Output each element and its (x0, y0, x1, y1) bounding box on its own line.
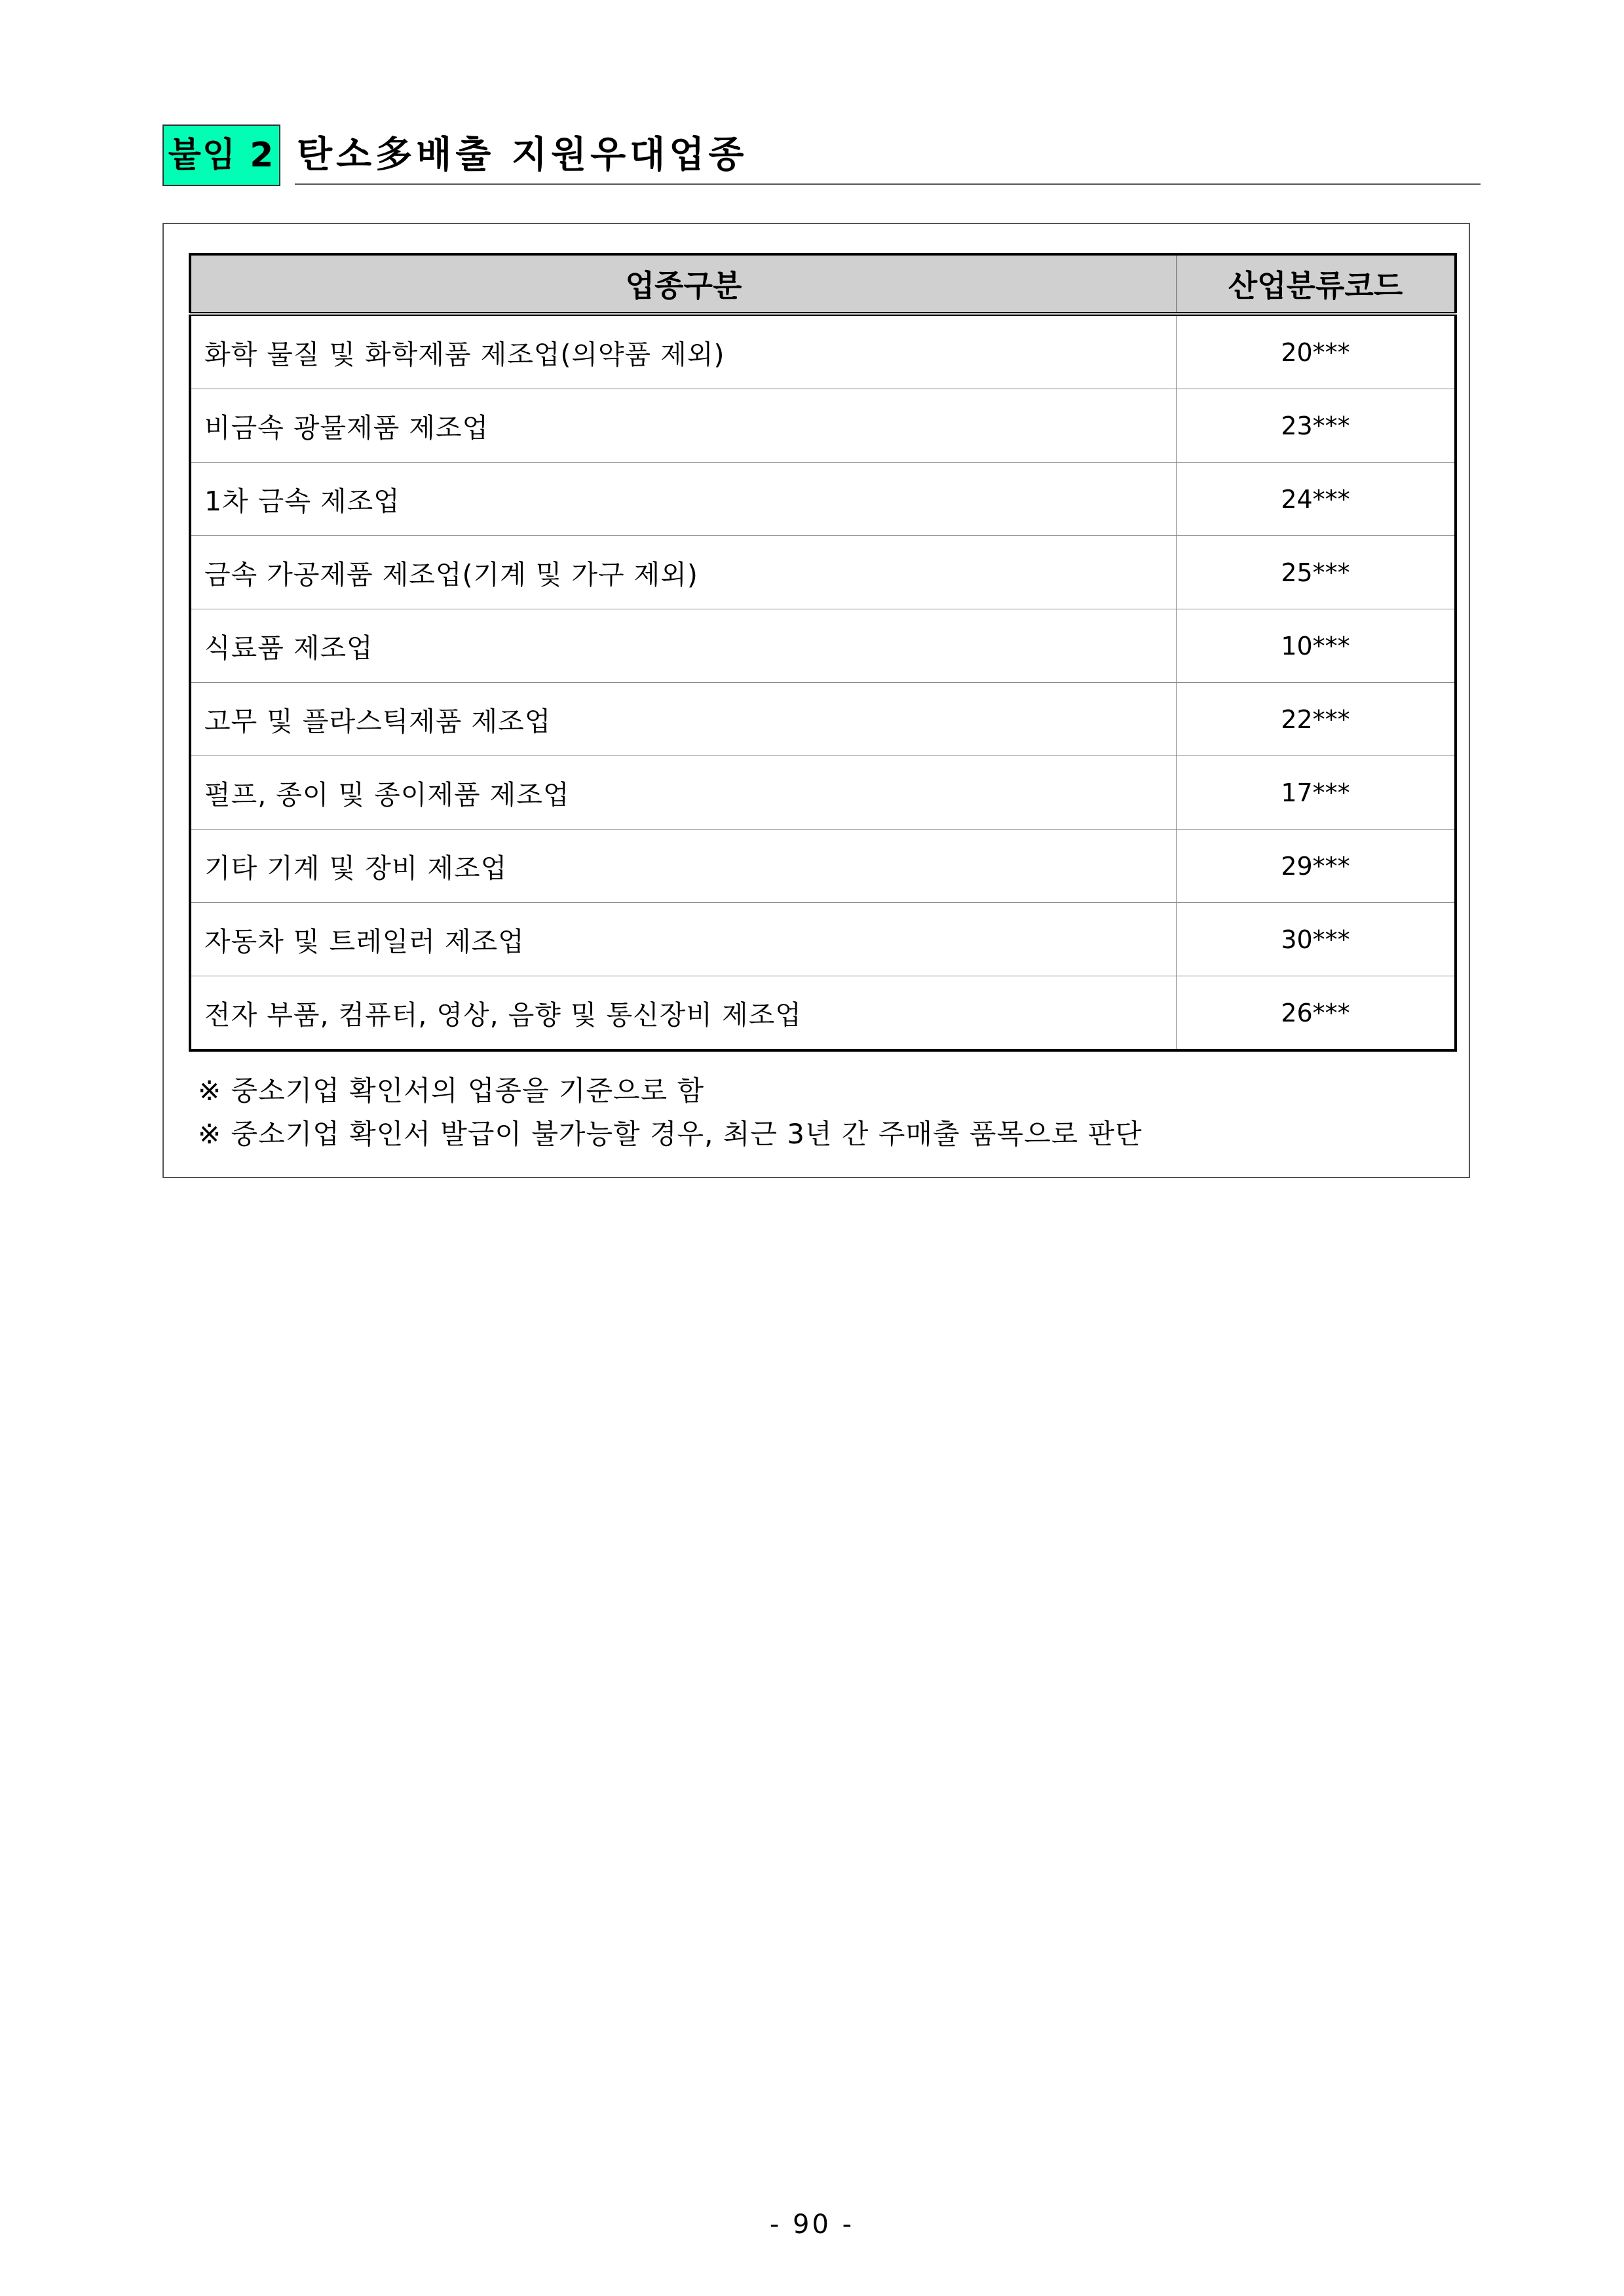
table-row (190, 756, 1456, 830)
industry-code-cell: 22*** (1177, 683, 1456, 756)
table-header-row (190, 254, 1456, 314)
notes (198, 1069, 1443, 1156)
industry-code-cell: 26*** (1177, 976, 1456, 1051)
table-row (190, 683, 1456, 756)
industry-code-cell: 29*** (1177, 830, 1456, 903)
appendix-badge: 붙임 2 (162, 124, 280, 186)
table-row (190, 830, 1456, 903)
industry-code-table (189, 253, 1457, 1052)
industry-code-cell: 24*** (1177, 463, 1456, 536)
page-number: - 90 - (769, 2210, 855, 2240)
table-row (190, 609, 1456, 683)
industry-code-cell: 30*** (1177, 903, 1456, 976)
table-row (190, 976, 1456, 1051)
appendix-header (162, 124, 1481, 187)
industry-name-cell: 자동차 및 트레일러 제조업 (190, 903, 1177, 976)
table-row (190, 314, 1456, 389)
industry-name-cell: 펄프, 종이 및 종이제품 제조업 (190, 756, 1177, 830)
industry-name-cell: 금속 가공제품 제조업(기계 및 가구 제외) (190, 536, 1177, 609)
industry-code-cell: 23*** (1177, 389, 1456, 463)
industry-name-cell: 1차 금속 제조업 (190, 463, 1177, 536)
content-frame (162, 223, 1470, 1178)
table-row (190, 536, 1456, 609)
table-row (190, 389, 1456, 463)
industry-name-cell: 기타 기계 및 장비 제조업 (190, 830, 1177, 903)
industry-name-cell: 식료품 제조업 (190, 609, 1177, 683)
title-underline (295, 183, 1481, 185)
industry-name-cell: 화학 물질 및 화학제품 제조업(의약품 제외) (190, 314, 1177, 389)
industry-code-cell: 20*** (1177, 314, 1456, 389)
note-criteria: ※ 중소기업 확인서의 업종을 기준으로 함 (198, 1075, 705, 1107)
industry-name-cell: 고무 및 플라스틱제품 제조업 (190, 683, 1177, 756)
column-header-industry: 업종구분 (190, 254, 1177, 314)
industry-name-cell: 전자 부품, 컴퓨터, 영상, 음향 및 통신장비 제조업 (190, 976, 1177, 1051)
table-row (190, 903, 1456, 976)
industry-code-cell: 25*** (1177, 536, 1456, 609)
column-header-code: 산업분류코드 (1177, 254, 1456, 314)
table-row (190, 463, 1456, 536)
note-fallback: ※ 중소기업 확인서 발급이 불가능할 경우, 최근 3년 간 주매출 품목으로 판단 (198, 1118, 1142, 1150)
page-title: 탄소多배출 지원우대업종 (297, 134, 748, 176)
industry-code-cell: 10*** (1177, 609, 1456, 683)
industry-name-cell: 비금속 광물제품 제조업 (190, 389, 1177, 463)
industry-code-cell: 17*** (1177, 756, 1456, 830)
